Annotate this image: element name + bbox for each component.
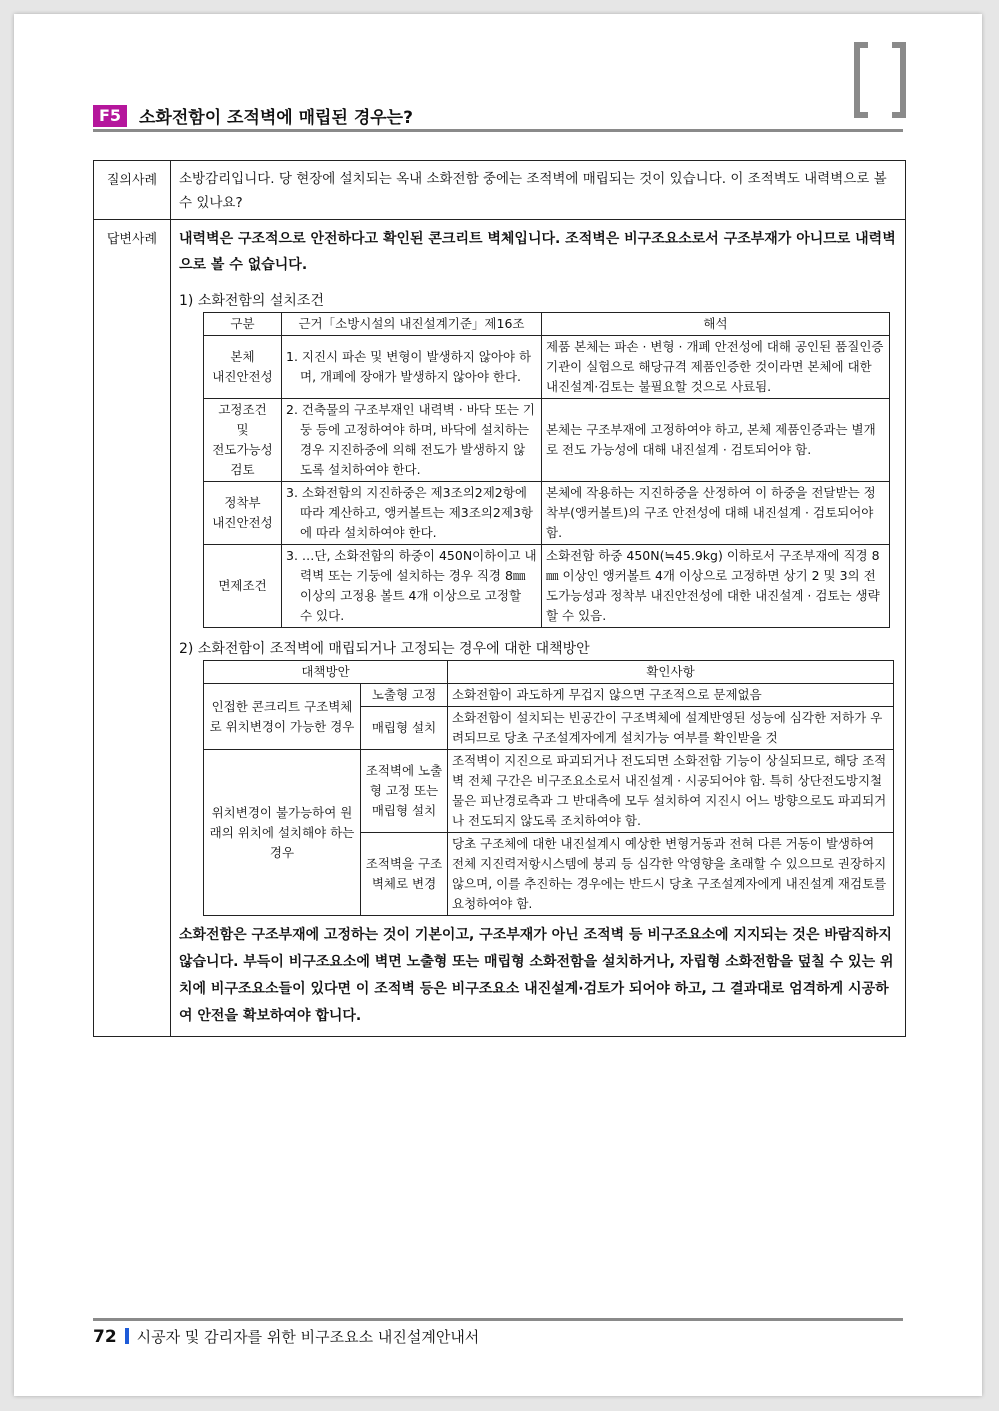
question-text: 소방감리입니다. 당 현장에 설치되는 옥내 소화전함 중에는 조적벽에 매립되는 것이 있습니다. 이 조적벽도 내력벽으로 볼 수 있나요? <box>171 161 906 220</box>
install-conditions-table <box>203 312 890 628</box>
header-divider <box>93 129 903 132</box>
table2-method: 노출형 고정 <box>361 684 448 707</box>
table2-method: 매립형 설치 <box>361 707 448 750</box>
page-number: 72 <box>93 1327 117 1347</box>
question-label: 질의사례 <box>94 161 171 220</box>
page-title: 소화전함이 조적벽에 매립된 경우는? <box>139 108 413 128</box>
table-row <box>204 482 890 545</box>
table2-header-check: 확인사항 <box>448 661 894 684</box>
table1-basis: 2. 건축물의 구조부재인 내력벽 · 바닥 또는 기둥 등에 고정하여야 하며, 바닥에 설치하는 경우 지진하중에 의해 전도가 발생하지 않도록 설치하여야 한다. <box>282 399 542 482</box>
section-header <box>93 100 903 130</box>
table1-header-category: 구분 <box>204 313 282 336</box>
table2-header-method: 대책방안 <box>204 661 448 684</box>
footer-bar-icon <box>125 1328 129 1344</box>
question-row <box>94 161 906 220</box>
table1-basis: 1. 지진시 파손 및 변형이 발생하지 않아야 하며, 개폐에 장애가 발생하지 않아야 한다. <box>282 336 542 399</box>
answer-summary: 내력벽은 구조적으로 안전하다고 확인된 콘크리트 벽체입니다. 조적벽은 비구조요소로서 구조부재가 아니므로 내력벽으로 볼 수 없습니다. <box>179 231 896 273</box>
table-row <box>204 545 890 628</box>
table1-basis: 3. 소화전함의 지진하중은 제3조의2제2항에 따라 계산하고, 앵커볼트는 제3조의2제3항에 따라 설치하여야 한다. <box>282 482 542 545</box>
table2-check: 당초 구조체에 대한 내진설계시 예상한 변형거동과 전혀 다른 거동이 발생하여 전체 지진력저항시스템에 붕괴 등 심각한 악영향을 초래할 수 있으므로 권장하지 않으며, 이를 추진하는 경우에는 반드시 당초 구조설계자에게 내진설계 재검토를 요청하여야 함. <box>448 833 894 916</box>
table1-interpretation: 본체에 작용하는 지진하중을 산정하여 이 하중을 전달받는 정착부(앵커볼트)의 구조 안전성에 대해 내진설계 · 검토되어야 함. <box>542 482 890 545</box>
table2-check: 소화전함이 설치되는 빈공간이 구조벽체에 설계반영된 성능에 심각한 저하가 우려되므로 당초 구조설계자에게 설치가능 여부를 확인받을 것 <box>448 707 894 750</box>
table2-group-fixed-location: 위치변경이 불가능하여 원래의 위치에 설치해야 하는 경우 <box>204 750 361 916</box>
table1-header-basis: 근거「소방시설의 내진설계기준」제16조 <box>282 313 542 336</box>
footer <box>93 1326 479 1347</box>
conclusion-text: 소화전함은 구조부재에 고정하는 것이 기본이고, 구조부재가 아닌 조적벽 등 비구조요소에 지지되는 것은 바람직하지 않습니다. 부득이 비구조요소에 벽면 노출형 또는 매립형 소화전함을 설치하거나, 자립형 소화전함을 덮칠 수 있는 위치에 비구조요소들이 있다면 이 조적벽 등은 비구조요소 내진설계·검토가 되어야 하고, 그 결과대로 엄격하게 시공하여 안전을 확보하여야 합니다. <box>179 927 894 1024</box>
footer-divider <box>93 1318 903 1321</box>
answer-row <box>94 220 906 1037</box>
table-row <box>204 750 894 833</box>
answer-cell <box>171 220 906 1037</box>
answer-label: 답변사례 <box>94 220 171 1037</box>
table1-interpretation: 제품 본체는 파손 · 변형 · 개폐 안전성에 대해 공인된 품질인증기관이 실험으로 해당규격 제품인증한 것이라면 본체에 대한 내진설계·검토는 불필요할 것으로 사료됨. <box>542 336 890 399</box>
table1-category: 정착부 내진안전성 <box>204 482 282 545</box>
table1-category: 본체 내진안전성 <box>204 336 282 399</box>
section1-title: 1) 소화전함의 설치조건 <box>179 293 324 309</box>
countermeasure-table <box>203 660 894 916</box>
table2-group-relocatable: 인접한 콘크리트 구조벽체로 위치변경이 가능한 경우 <box>204 684 361 750</box>
section2-title: 2) 소화전함이 조적벽에 매립되거나 고정되는 경우에 대한 대책방안 <box>179 641 590 657</box>
table2-check: 조적벽이 지진으로 파괴되거나 전도되면 소화전함 기능이 상실되므로, 해당 조적벽 전체 구간은 비구조요소로서 내진설계 · 시공되어야 함. 특히 상단전도방지철물은 피난경로측과 그 반대측에 모두 설치하여 지진시 어느 방향으로도 파괴되거나 전도되지 않도록 조치하여야 함. <box>448 750 894 833</box>
table-row <box>204 336 890 399</box>
table1-header-interpretation: 해석 <box>542 313 890 336</box>
qa-table <box>93 160 906 1037</box>
table2-method: 조적벽에 노출형 고정 또는 매립형 설치 <box>361 750 448 833</box>
table1-basis: 3. …단, 소화전함의 하중이 450N이하이고 내력벽 또는 기둥에 설치하는 경우 직경 8㎜ 이상의 고정용 볼트 4개 이상으로 고정할 수 있다. <box>282 545 542 628</box>
table2-check: 소화전함이 과도하게 무겁지 않으면 구조적으로 문제없음 <box>448 684 894 707</box>
section-badge: F5 <box>93 105 127 127</box>
table-row <box>204 684 894 707</box>
table1-category: 면제조건 <box>204 545 282 628</box>
book-title: 시공자 및 감리자를 위한 비구조요소 내진설계안내서 <box>136 1328 480 1346</box>
table2-method: 조적벽을 구조벽체로 변경 <box>361 833 448 916</box>
table-row <box>204 399 890 482</box>
table1-interpretation: 본체는 구조부재에 고정하여야 하고, 본체 제품인증과는 별개로 전도 가능성에 대해 내진설계 · 검토되어야 함. <box>542 399 890 482</box>
table1-interpretation: 소화전함 하중 450N(≒45.9kg) 이하로서 구조부재에 직경 8㎜ 이상인 앵커볼트 4개 이상으로 고정하면 상기 2 및 3의 전도가능성과 정착부 내진안전성에 대한 내진설계 · 검토는 생략할 수 있음. <box>542 545 890 628</box>
table1-category: 고정조건 및 전도가능성 검토 <box>204 399 282 482</box>
